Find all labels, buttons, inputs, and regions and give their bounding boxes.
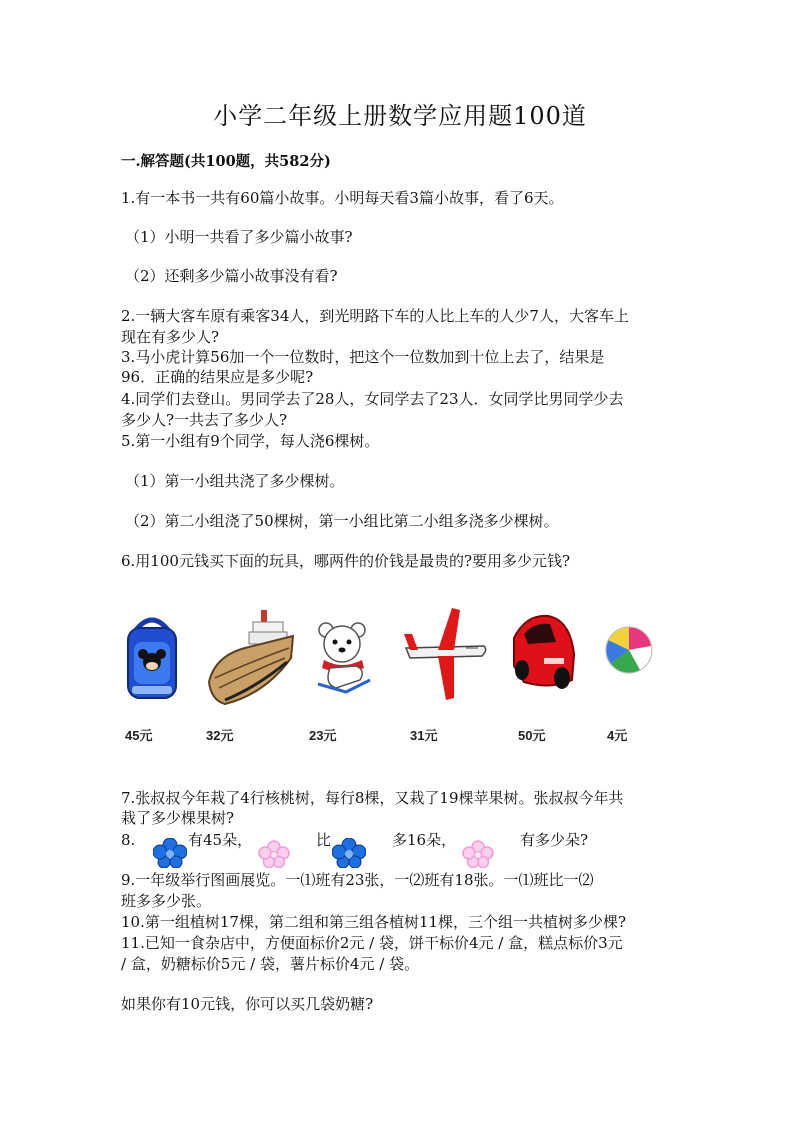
question-3-line-2: 96．正确的结果应是多少呢? [121, 368, 314, 386]
price-ship: 32元 [206, 728, 234, 743]
question-5: 5.第一小组有9个同学，每人浇6棵树。 [121, 432, 380, 450]
question-8-part-3: 多16朵， [392, 831, 457, 849]
price-ball: 4元 [607, 728, 628, 743]
question-1: 1.有一本书一共有60篇小故事。小明每天看3篇小故事，看了6天。 [121, 189, 564, 207]
bear-picture [312, 618, 374, 694]
question-3-line-1: 3.马小虎计算56加一个一位数时，把这个一位数加到十位上去了，结果是 [121, 348, 605, 366]
question-7-line-2: 栽了多少棵果树? [121, 809, 235, 827]
section-heading: 一.解答题(共100题，共582分) [121, 153, 331, 170]
question-1-sub-1: （1）小明一共看了多少篇小故事? [125, 228, 353, 246]
question-9-line-2: 班多多少张。 [121, 892, 212, 910]
question-5-sub-2: （2）第二小组浇了50棵树，第一小组比第二小组多浇多少棵树。 [125, 512, 559, 530]
question-8-part-2: 比 [316, 831, 332, 849]
question-11-sub: 如果你有10元钱，你可以买几袋奶糖? [121, 995, 374, 1013]
blue-flower-icon [153, 838, 187, 868]
question-8-number: 8. [121, 831, 136, 849]
question-11-line-1: 11.已知一食杂店中，方便面标价2元 / 袋，饼干标价4元 / 盒，糕点标价3元 [121, 934, 623, 952]
price-bear: 23元 [309, 728, 337, 743]
question-4-line-2: 多少人?一共去了多少人? [121, 411, 288, 429]
car-picture [508, 608, 578, 692]
question-2-line-1: 2.一辆大客车原有乘客34人，到光明路下车的人比上车的人少7人，大客车上 [121, 307, 629, 325]
question-6: 6.用100元钱买下面的玩具，哪两件的价钱是最贵的?要用多少元钱? [121, 552, 571, 570]
question-5-sub-1: （1）第一小组共浇了多少棵树。 [125, 472, 345, 490]
question-8-part-4: 有多少朵? [520, 831, 589, 849]
question-1-sub-2: （2）还剩多少篇小故事没有看? [125, 267, 338, 285]
page-title: 小学二年级上册数学应用题100道 [213, 102, 587, 130]
price-car: 50元 [518, 728, 546, 743]
question-8-part-1: 有45朵， [188, 831, 253, 849]
price-backpack: 45元 [125, 728, 153, 743]
blue-flower-icon-2 [332, 838, 366, 868]
question-10: 10.第一组植树17棵，第二组和第三组各植树11棵，三个组一共植树多少棵? [121, 913, 627, 931]
pink-flower-icon [258, 840, 290, 868]
question-7-line-1: 7.张叔叔今年栽了4行核桃树，每行8棵，又栽了19棵苹果树。张叔叔今年共 [121, 789, 624, 807]
plane-picture [402, 604, 488, 702]
question-2-line-2: 现在有多少人? [121, 328, 220, 346]
backpack-picture [122, 612, 182, 700]
question-9-line-1: 9.一年级举行图画展览。一⑴班有23张，一⑵班有18张。一⑴班比一⑵ [121, 871, 594, 889]
ship-picture [205, 604, 297, 708]
pink-flower-icon-2 [462, 840, 494, 868]
price-plane: 31元 [410, 728, 438, 743]
ball-picture [604, 622, 654, 678]
question-11-line-2: / 盒，奶糖标价5元 / 袋，薯片标价4元 / 袋。 [121, 955, 420, 973]
question-4-line-1: 4.同学们去登山。男同学去了28人，女同学去了23人．女同学比男同学少去 [121, 390, 624, 408]
